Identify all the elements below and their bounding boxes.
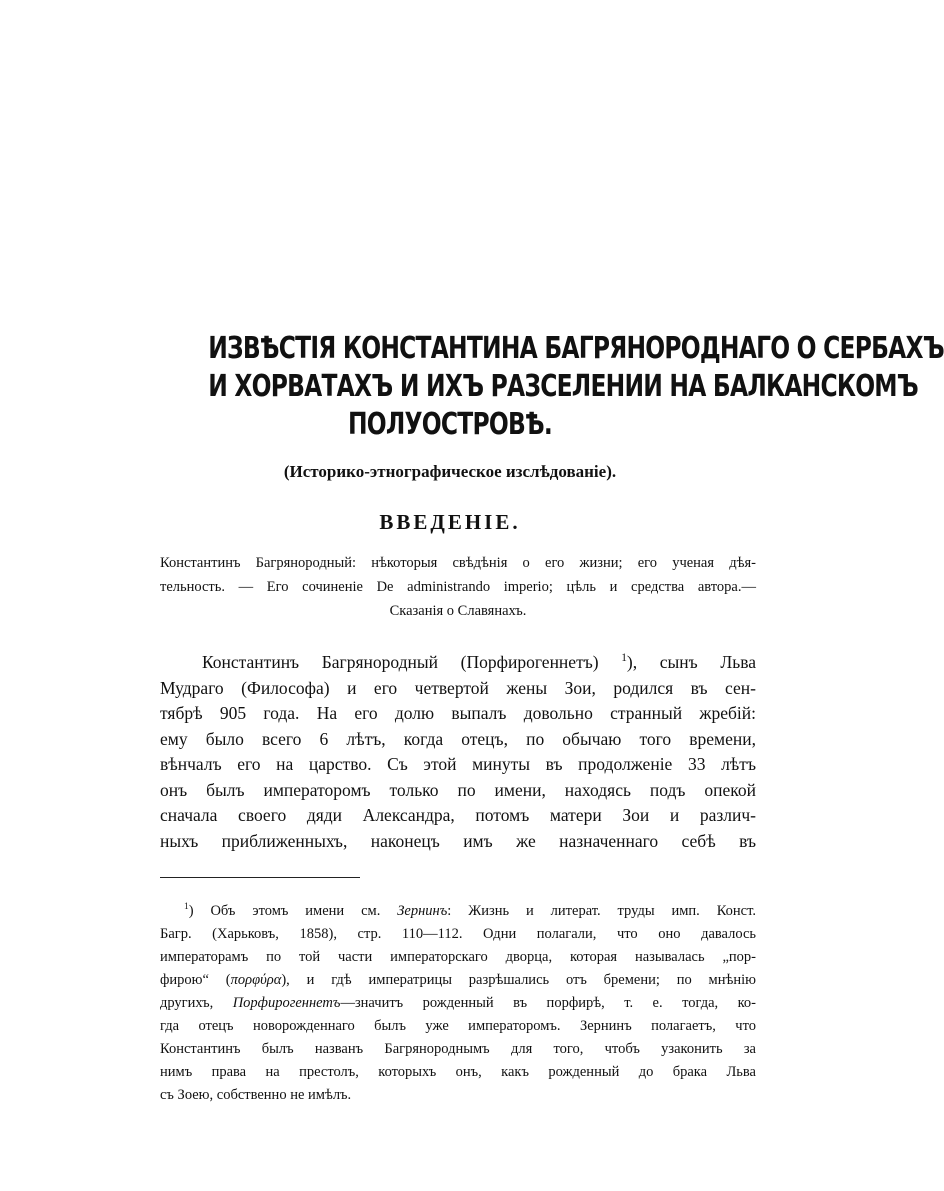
- section-heading: ВВЕДЕНІЕ.: [379, 510, 521, 534]
- footnote-reference: 1: [621, 652, 627, 665]
- footnote-line: съ Зоею, собственно не имѣлъ.: [160, 1087, 352, 1103]
- title-line: ПОЛУОСТРОВѢ.: [347, 407, 553, 442]
- footnote-line: [160, 969, 756, 992]
- footnote-text-run: —значитъ рожденный въ порфирѣ, т. е. тогда, ко-: [340, 995, 756, 1011]
- footnote-text-run: : Жизнь и литерат. труды имп. Конст.: [447, 903, 756, 919]
- footnote: [160, 900, 756, 1107]
- footnote-divider: [160, 877, 360, 878]
- body-line: ему было всего 6 лѣтъ, когда отецъ, по обычаю того времени,: [160, 728, 756, 749]
- footnote-text-run: ), и гдѣ императрицы разрѣшались отъ бремени; по мнѣнію: [281, 972, 756, 988]
- body-line: онъ былъ императоромъ только по имени, находясь подъ опекой: [160, 779, 756, 800]
- title-line: И ХОРВАТАХЪ И ИХЪ РАЗСЕЛЕНИИ НА БАЛКАНСКОМЪ: [208, 369, 919, 404]
- footnote-line: Багр. (Харьковъ, 1858), стр. 110—112. Одни полагали, что оно давалось: [160, 926, 756, 942]
- footnote-greek-term: πορφύρα: [230, 972, 282, 988]
- footnote-line: [160, 900, 756, 923]
- body-line: Мудраго (Философа) и его четвертой жены Зои, родился въ сен-: [160, 677, 756, 698]
- footnote-text-run: ) Объ этомъ имени см.: [188, 903, 398, 919]
- article-subtitle: (Историко-этнографическое изслѣдованіе).: [283, 462, 617, 481]
- body-line: тябрѣ 905 года. На его долю выпалъ довольно странный жребій:: [160, 703, 756, 723]
- section-summary: [160, 551, 756, 623]
- footnote-marker: 1: [184, 902, 189, 913]
- body-line: [160, 650, 756, 676]
- body-paragraph: [160, 650, 756, 854]
- summary-line: Константинъ Багрянородный: нѣкоторыя свѣдѣнія о его жизни; его ученая дѣя-: [160, 555, 756, 571]
- body-line: ныхъ приближенныхъ, наконецъ имъ же назначеннаго себѣ въ: [160, 830, 756, 851]
- title-line: ИЗВѢСТІЯ КОНСТАНТИНА БАГРЯНОРОДНАГО О СЕРБАХЪ: [208, 331, 944, 366]
- footnote-text-run: другихъ,: [160, 995, 233, 1011]
- summary-line: тельность. — Его сочиненіе De administrando imperio; цѣль и средства автора.—: [160, 579, 756, 595]
- footnote-text-run: фирою“ (: [160, 972, 231, 988]
- summary-line: Сказанія о Славянахъ.: [389, 603, 527, 619]
- footnote-line: императорамъ по той части императорскаго дворца, которая называлась „пор-: [160, 949, 756, 965]
- footnote-line: Константинъ былъ названъ Багрянороднымъ для того, чтобъ узаконить за: [160, 1041, 756, 1057]
- footnote-author: Зернинъ: [397, 903, 448, 919]
- footnote-term: Порфирогеннетъ: [232, 995, 341, 1011]
- footnote-line: гда отецъ новорожденнаго былъ уже императоромъ. Зернинъ полагаетъ, что: [160, 1018, 756, 1034]
- body-text-run: ), сынъ Льва: [626, 652, 756, 672]
- footnote-line: [160, 992, 756, 1015]
- body-text-run: Константинъ Багрянородный (Порфирогеннетъ): [202, 652, 622, 672]
- footnote-line: нимъ права на престолъ, которыхъ онъ, какъ рожденный до брака Льва: [160, 1064, 756, 1080]
- body-line: вѣнчалъ его на царство. Съ этой минуты въ продолженіе 33 лѣтъ: [160, 754, 756, 774]
- body-line: сначала своего дяди Александра, потомъ матери Зои и различ-: [160, 805, 756, 825]
- article-title: [208, 330, 944, 444]
